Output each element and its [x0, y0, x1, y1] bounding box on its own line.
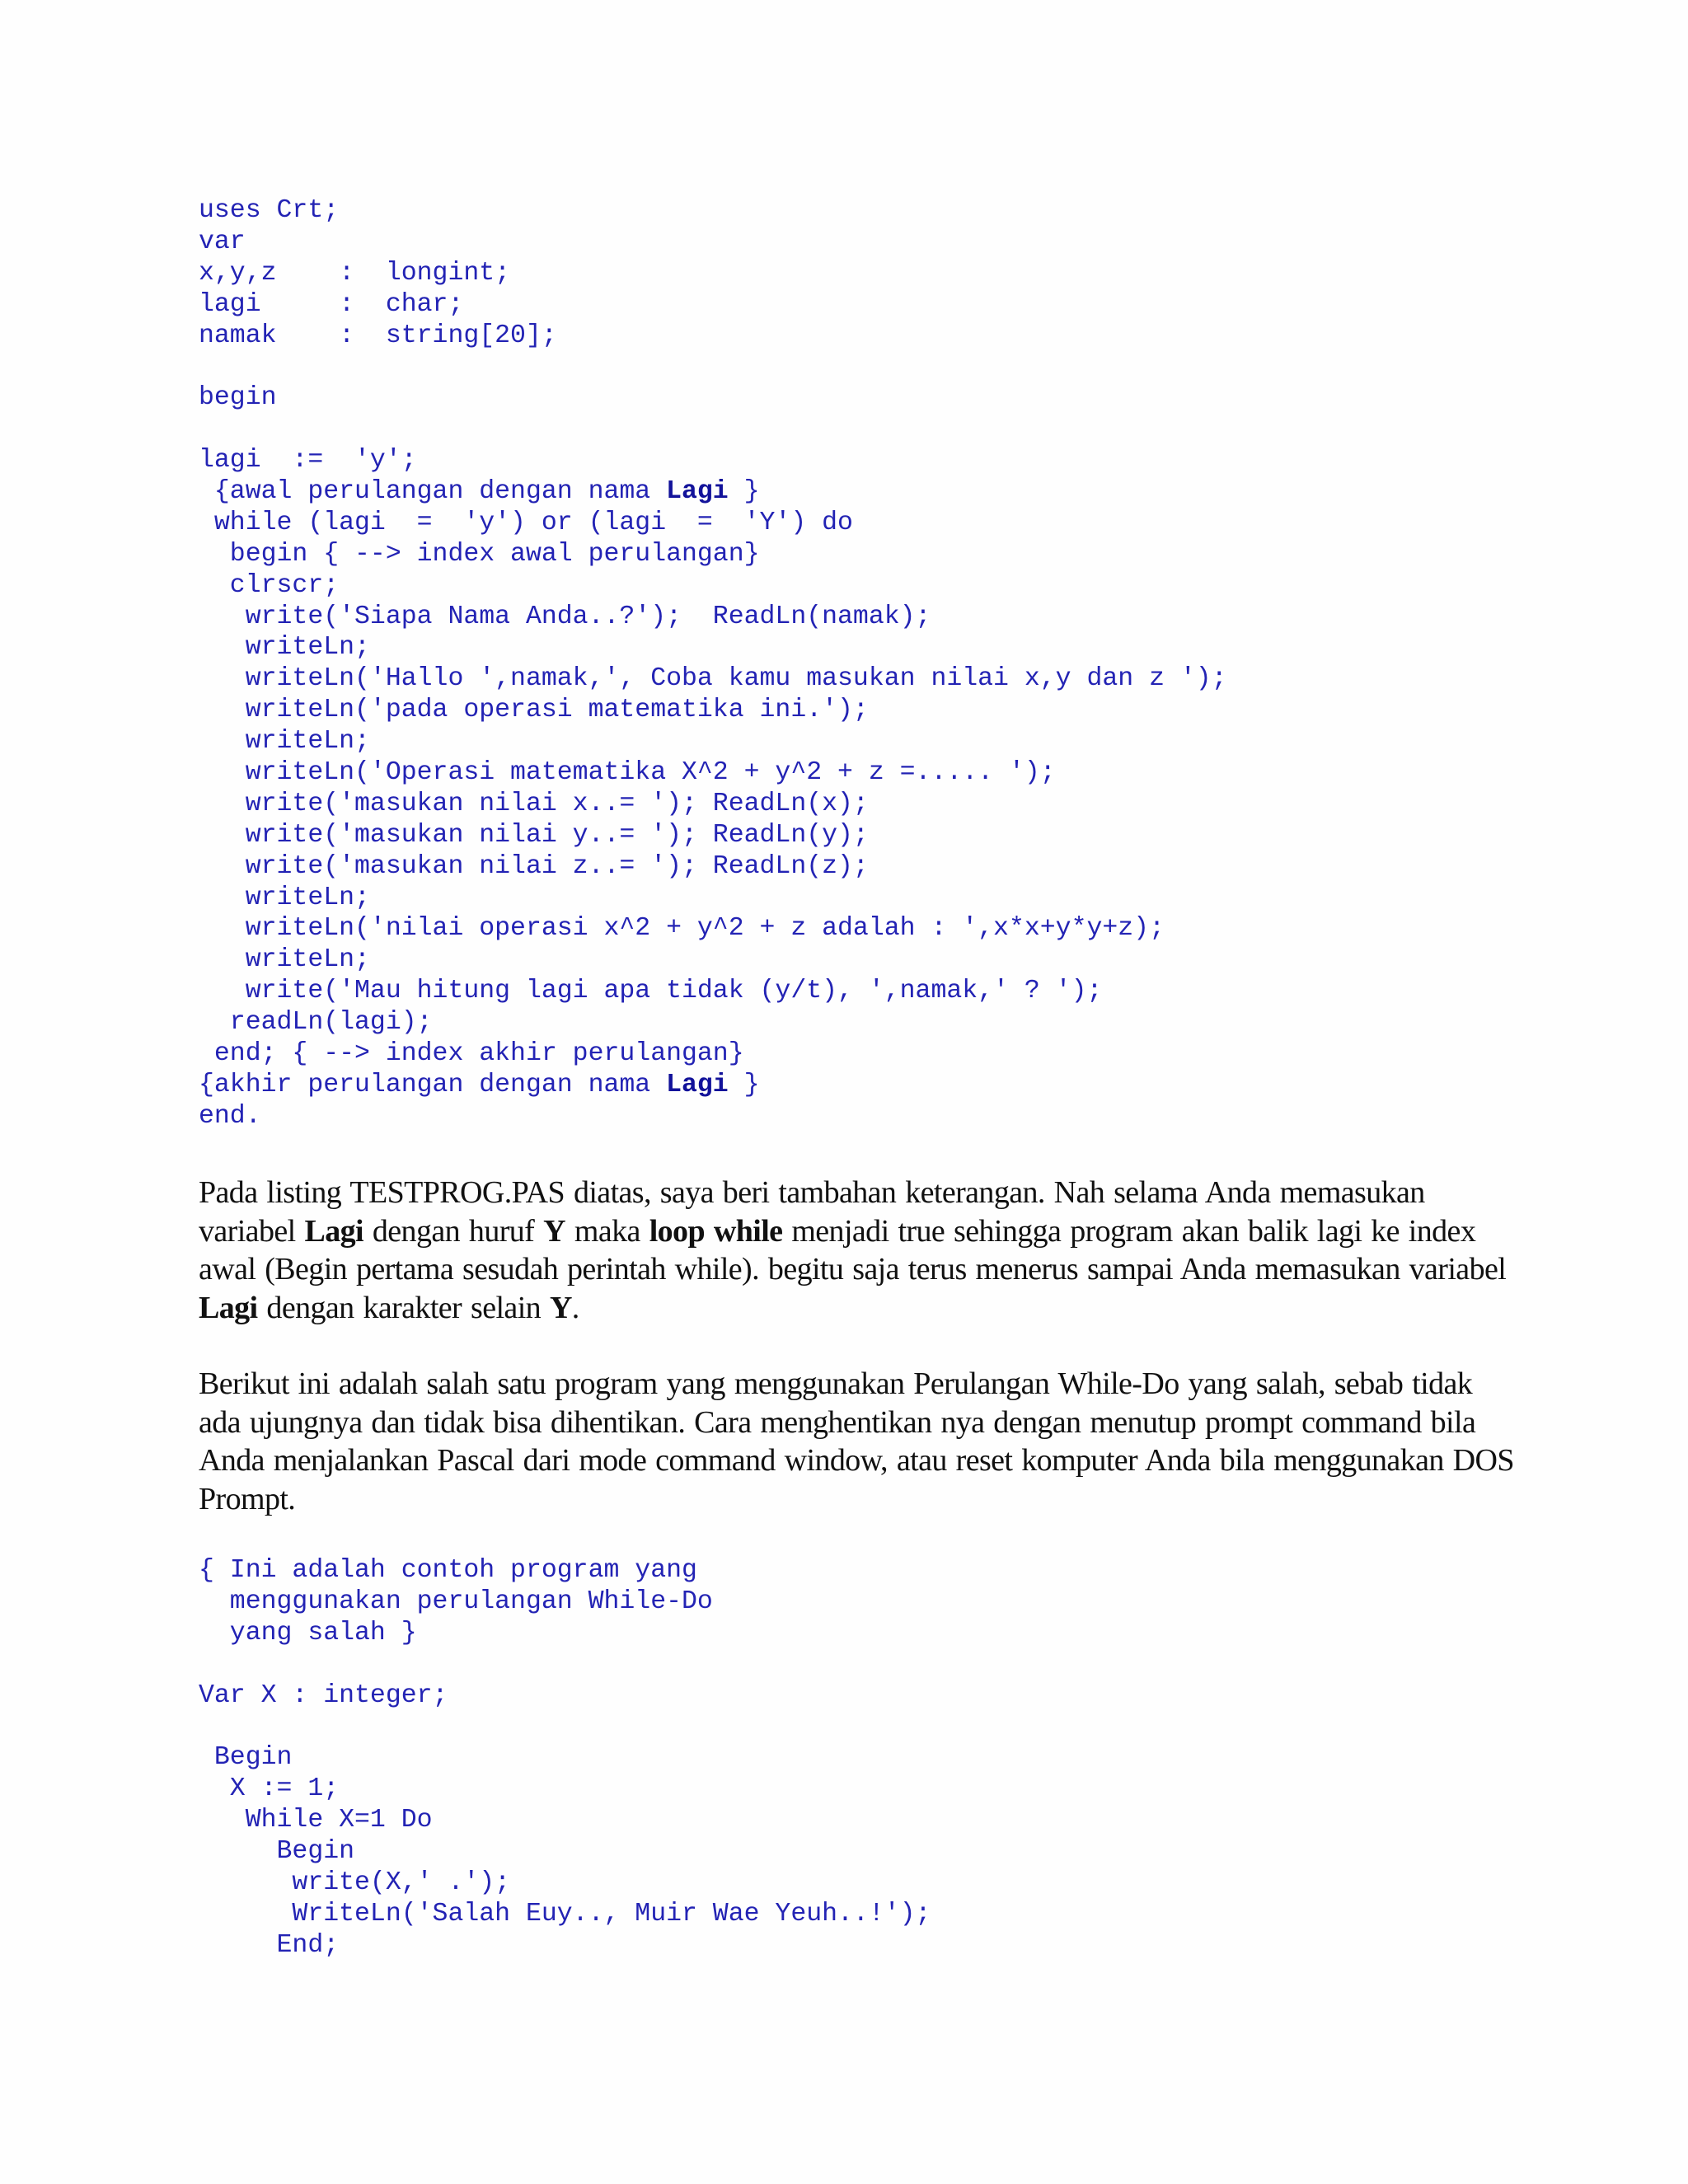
code-line: X := 1;: [199, 1774, 340, 1804]
code-line: end.: [199, 1101, 261, 1131]
code-line: writeLn;: [199, 633, 370, 663]
code-line: End;: [199, 1930, 340, 1960]
bold-term: Lagi: [199, 1290, 258, 1325]
code-line: write('Siapa Nama Anda..?'); ReadLn(namak);: [199, 602, 931, 631]
code-bold-keyword: Lagi: [666, 1070, 729, 1099]
bold-term: Y: [543, 1213, 565, 1249]
code-line: writeLn('nilai operasi x^2 + y^2 + z adalah : ',x*x+y*y+z);: [199, 914, 1165, 944]
code-line: writeLn;: [199, 883, 370, 912]
paragraph-text: Pada listing TESTPROG.PAS diatas, saya beri tambahan keterangan. Nah selama Anda memasukan variabel: [199, 1175, 1425, 1249]
code-line: [199, 414, 1227, 445]
bold-term: loop while: [649, 1213, 783, 1249]
bold-term: Y: [549, 1290, 572, 1325]
code-line: namak : string[20];: [199, 321, 557, 350]
code-line: While X=1 Do: [199, 1806, 433, 1835]
paragraph-while-do-warning: Berikut ini adalah salah satu program yang menggunakan Perulangan While-Do yang salah, sebab tidak ada ujungnya dan tidak bisa dihentikan. Cara menghentikan nya dengan menutup prompt command bila Anda menjalankan Pascal dari mode command window, atau reset komputer Anda bila menggunakan DOS Prompt.: [199, 1366, 1514, 1516]
code-line: writeLn('Operasi matematika X^2 + y^2 + z =..... ');: [199, 758, 1056, 788]
code-line-comment: [199, 476, 1227, 508]
code-line: write('masukan nilai y..= '); ReadLn(y);: [199, 820, 869, 850]
code-line: lagi := 'y';: [199, 446, 417, 476]
code-line: end; { --> index akhir perulangan}: [199, 1039, 744, 1069]
code-line: Var X : integer;: [199, 1680, 448, 1710]
code-comment-text: {akhir perulangan dengan nama: [199, 1070, 667, 1099]
code-line: var: [199, 227, 246, 256]
code-line: writeLn;: [199, 945, 370, 975]
code-comment-close: }: [728, 477, 760, 507]
paragraph-text: .: [571, 1290, 579, 1325]
code-line: writeLn('Hallo ',namak,', Coba kamu masukan nilai x,y dan z ');: [199, 664, 1227, 694]
code-line: [199, 1711, 931, 1742]
code-line: Begin: [199, 1743, 293, 1773]
code-comment-close: }: [728, 1070, 760, 1099]
code-line: write('Mau hitung lagi apa tidak (y/t), ',namak,' ? ');: [199, 977, 1103, 1006]
code-line: begin { --> index awal perulangan}: [199, 539, 760, 569]
code-line: Begin: [199, 1837, 355, 1867]
code-bold-keyword: Lagi: [666, 477, 729, 507]
code-line: [199, 1649, 931, 1680]
code-line: menggunakan perulangan While-Do: [199, 1586, 713, 1616]
code-line: writeLn('pada operasi matematika ini.');: [199, 696, 869, 725]
code-block-2: [199, 1555, 931, 1961]
paragraph-explanation: [199, 1174, 1517, 1327]
code-line: write('masukan nilai z..= '); ReadLn(z);: [199, 851, 869, 881]
code-block-1: [199, 195, 1227, 1132]
code-line: yang salah }: [199, 1618, 417, 1647]
bold-term: Lagi: [304, 1213, 363, 1249]
code-line: WriteLn('Salah Euy.., Muir Wae Yeuh..!');: [199, 1899, 931, 1929]
code-line: write(X,' .');: [199, 1868, 511, 1897]
paragraph-text: maka: [565, 1213, 649, 1249]
code-line: x,y,z : longint;: [199, 258, 511, 288]
code-line: uses Crt;: [199, 196, 340, 225]
code-line: begin: [199, 383, 277, 413]
paragraph-text: menjadi true sehingga program akan balik lagi ke index awal (Begin pertama sesudah perintah while). begitu saja terus menerus sampai Anda memasukan variabel: [199, 1213, 1507, 1286]
code-line: writeLn;: [199, 727, 370, 757]
code-line: write('masukan nilai x..= '); ReadLn(x);: [199, 789, 869, 818]
code-line-comment: [199, 1070, 1227, 1101]
paragraph-text: dengan karakter selain: [257, 1290, 550, 1325]
code-line: readLn(lagi);: [199, 1008, 433, 1038]
code-comment-text: {awal perulangan dengan nama: [199, 477, 667, 507]
code-line: [199, 351, 1227, 382]
code-line: lagi : char;: [199, 289, 464, 319]
code-line: while (lagi = 'y') or (lagi = 'Y') do: [199, 508, 853, 537]
paragraph-text: dengan huruf: [363, 1213, 544, 1249]
code-line: { Ini adalah contoh program yang: [199, 1556, 697, 1585]
code-line: clrscr;: [199, 570, 340, 600]
